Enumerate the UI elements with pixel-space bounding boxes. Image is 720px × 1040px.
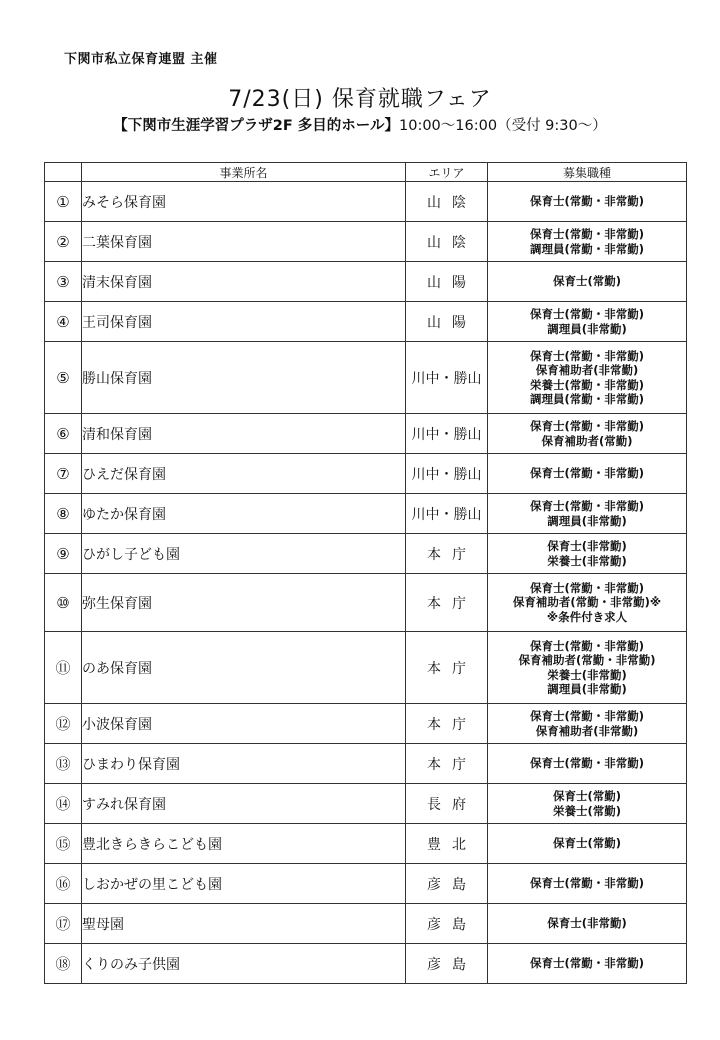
table-row — [45, 704, 687, 744]
row-number: ⑪ — [45, 632, 82, 704]
job-types-cell — [488, 534, 687, 574]
area-cell: 本庁 — [406, 632, 488, 704]
facility-name: のあ保育園 — [82, 632, 406, 704]
venue-text: 【下関市生涯学習プラザ2F 多目的ホール】 — [113, 118, 399, 134]
job-type: 栄養士(非常勤) — [547, 553, 627, 568]
facility-name: しおかぜの里こども園 — [82, 864, 406, 904]
table-row — [45, 342, 687, 414]
job-fair-table — [44, 162, 687, 984]
facility-name: ひがし子ども園 — [82, 534, 406, 574]
job-type: 保育士(常勤) — [552, 274, 621, 289]
job-type: 保育士(常勤・非常勤) — [529, 194, 644, 209]
facility-name: 聖母園 — [82, 904, 406, 944]
page-title: 7/23(日) 保育就職フェア — [228, 87, 492, 112]
job-types-cell — [488, 704, 687, 744]
row-number: ⑬ — [45, 744, 82, 784]
job-type: 保育士(常勤・非常勤) — [529, 227, 644, 241]
table-row — [45, 414, 687, 454]
job-types-cell — [488, 182, 687, 222]
row-number: ⑱ — [45, 944, 82, 984]
table-row — [45, 222, 687, 262]
job-types-cell — [488, 342, 687, 414]
job-type: 保育補助者(非常勤) — [535, 723, 639, 738]
area-cell: 本庁 — [406, 574, 488, 632]
table-row — [45, 744, 687, 784]
job-type: 栄養士(常勤・非常勤) — [529, 377, 644, 392]
facility-name: すみれ保育園 — [82, 784, 406, 824]
facility-name: 王司保育園 — [82, 302, 406, 342]
area-cell: 山陰 — [406, 182, 488, 222]
row-number: ③ — [45, 262, 82, 302]
row-number: ① — [45, 182, 82, 222]
table-row — [45, 534, 687, 574]
job-types-cell — [488, 784, 687, 824]
job-type: 保育補助者(常勤・非常勤) — [518, 653, 656, 667]
job-type: 保育補助者(常勤・非常勤)※ — [512, 595, 662, 610]
job-type: 栄養士(非常勤) — [547, 667, 627, 682]
area-cell: 川中・勝山 — [406, 414, 488, 454]
area-cell: 本庁 — [406, 534, 488, 574]
job-type: 保育士(常勤・非常勤) — [529, 499, 644, 513]
job-type: 保育士(非常勤) — [547, 539, 627, 553]
row-number: ⑰ — [45, 904, 82, 944]
facility-name: ゆたか保育園 — [82, 494, 406, 534]
job-types-cell — [488, 574, 687, 632]
table-row — [45, 864, 687, 904]
job-type: 調理員(非常勤) — [547, 321, 627, 336]
job-type: 保育士(常勤・非常勤) — [529, 348, 644, 363]
area-cell: 本庁 — [406, 744, 488, 784]
facility-name: 弥生保育園 — [82, 574, 406, 632]
row-number: ⑮ — [45, 824, 82, 864]
table-row — [45, 904, 687, 944]
area-cell: 豊北 — [406, 824, 488, 864]
facility-name: みそら保育園 — [82, 182, 406, 222]
job-types-cell — [488, 824, 687, 864]
facility-name: ひまわり保育園 — [82, 744, 406, 784]
event-subtitle — [0, 114, 720, 135]
header-name: 事業所名 — [82, 163, 406, 182]
time-text: 10:00〜16:00（受付 9:30〜） — [399, 118, 607, 134]
area-cell: 本庁 — [406, 704, 488, 744]
header-num — [45, 163, 82, 182]
table-row — [45, 182, 687, 222]
job-types-cell — [488, 744, 687, 784]
table-row — [45, 302, 687, 342]
row-number: ⑦ — [45, 454, 82, 494]
table-row — [45, 784, 687, 824]
row-number: ⑥ — [45, 414, 82, 454]
facility-name: 豊北きらきらこども園 — [82, 824, 406, 864]
row-number: ⑫ — [45, 704, 82, 744]
job-type: 保育士(常勤・非常勤) — [529, 638, 644, 653]
area-cell: 長府 — [406, 784, 488, 824]
row-number: ⑧ — [45, 494, 82, 534]
table-row — [45, 494, 687, 534]
table-row — [45, 632, 687, 704]
job-type: 保育士(常勤・非常勤) — [529, 876, 644, 891]
job-types-cell — [488, 864, 687, 904]
row-number: ⑯ — [45, 864, 82, 904]
table-header-row — [45, 163, 687, 182]
job-type: 調理員(常勤・非常勤) — [529, 241, 644, 256]
facility-name: ひえだ保育園 — [82, 454, 406, 494]
table-row — [45, 454, 687, 494]
facility-name: 清末保育園 — [82, 262, 406, 302]
job-type: 保育士(常勤・非常勤) — [529, 756, 644, 771]
row-number: ⑨ — [45, 534, 82, 574]
job-types-cell — [488, 222, 687, 262]
table-row — [45, 944, 687, 984]
job-types-cell — [488, 904, 687, 944]
job-types-cell — [488, 494, 687, 534]
row-number: ④ — [45, 302, 82, 342]
job-types-cell — [488, 262, 687, 302]
row-number: ② — [45, 222, 82, 262]
row-number: ⑤ — [45, 342, 82, 414]
job-type: 保育士(常勤) — [552, 836, 621, 851]
job-type: 保育士(常勤・非常勤) — [529, 307, 644, 321]
job-types-cell — [488, 414, 687, 454]
job-types-cell — [488, 302, 687, 342]
area-cell: 川中・勝山 — [406, 342, 488, 414]
table-row — [45, 262, 687, 302]
table-row — [45, 574, 687, 632]
facility-name: 清和保育園 — [82, 414, 406, 454]
area-cell: 川中・勝山 — [406, 494, 488, 534]
facility-name: 勝山保育園 — [82, 342, 406, 414]
job-type: 調理員(非常勤) — [547, 513, 627, 528]
area-cell: 川中・勝山 — [406, 454, 488, 494]
job-type: 調理員(非常勤) — [547, 682, 627, 696]
area-cell: 山陽 — [406, 302, 488, 342]
area-cell: 山陰 — [406, 222, 488, 262]
job-type: 保育補助者(常勤) — [541, 433, 633, 448]
job-type: 保育補助者(非常勤) — [535, 363, 639, 377]
job-types-cell — [488, 454, 687, 494]
header-area: エリア — [406, 163, 488, 182]
job-type: 保育士(常勤・非常勤) — [529, 419, 644, 433]
job-type: 栄養士(常勤) — [552, 803, 621, 818]
job-type: 保育士(常勤・非常勤) — [529, 580, 644, 595]
job-type: 保育士(常勤・非常勤) — [529, 709, 644, 723]
job-type: 保育士(非常勤) — [547, 916, 627, 931]
table-row — [45, 824, 687, 864]
job-type: 保育士(常勤) — [552, 789, 621, 803]
table-body — [45, 182, 687, 984]
job-types-cell — [488, 632, 687, 704]
job-types-cell — [488, 944, 687, 984]
area-cell: 山陽 — [406, 262, 488, 302]
row-number: ⑩ — [45, 574, 82, 632]
job-type: 保育士(常勤・非常勤) — [529, 956, 644, 971]
job-type: 保育士(常勤・非常勤) — [529, 466, 644, 481]
area-cell: 彦島 — [406, 864, 488, 904]
facility-name: 二葉保育園 — [82, 222, 406, 262]
row-number: ⑭ — [45, 784, 82, 824]
job-type: 調理員(常勤・非常勤) — [529, 392, 644, 406]
header-jobs: 募集職種 — [488, 163, 687, 182]
facility-name: 小波保育園 — [82, 704, 406, 744]
area-cell: 彦島 — [406, 904, 488, 944]
organizer-label: 下関市私立保育連盟 主催 — [64, 52, 218, 67]
job-type: ※条件付き求人 — [546, 609, 628, 624]
facility-name: くりのみ子供園 — [82, 944, 406, 984]
area-cell: 彦島 — [406, 944, 488, 984]
